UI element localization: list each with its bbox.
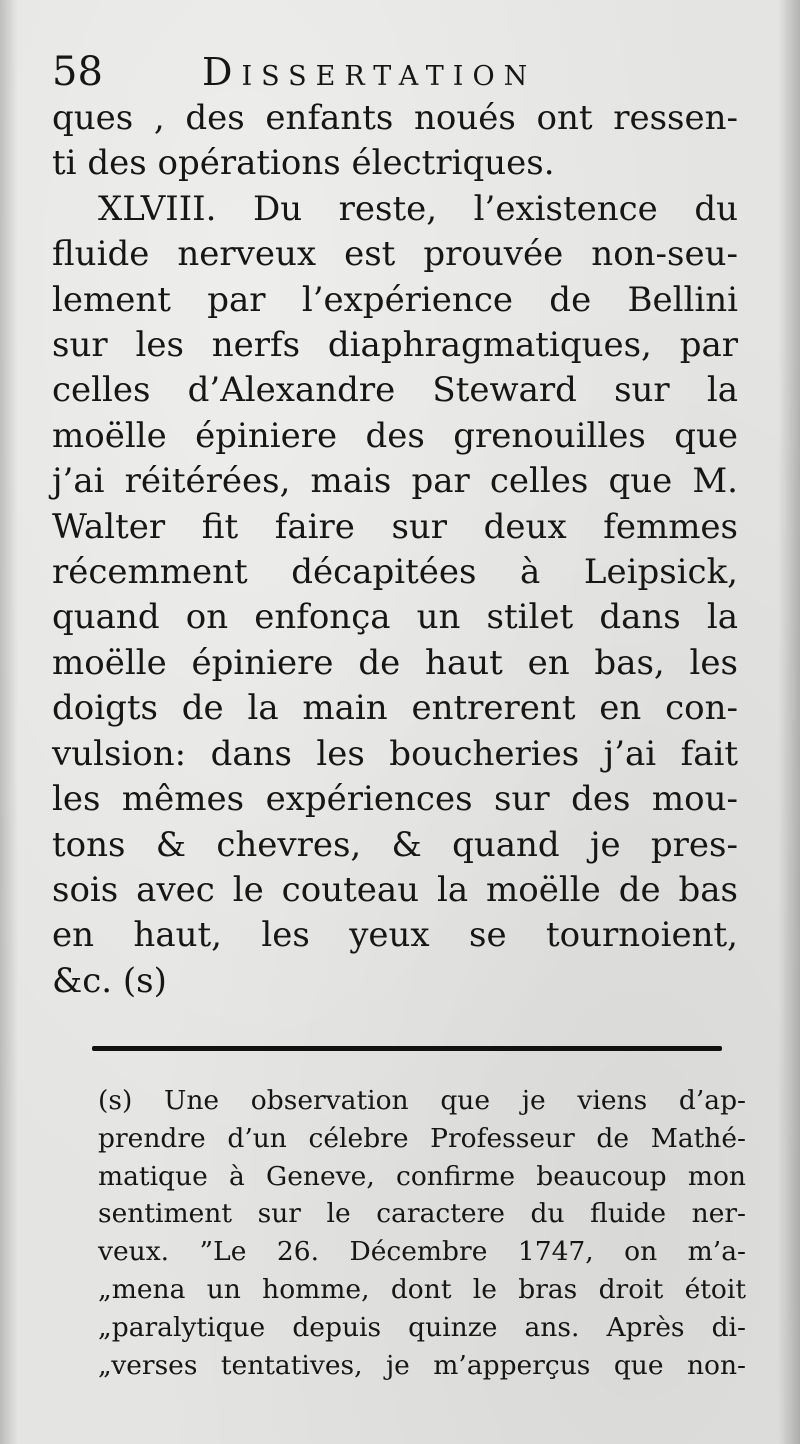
main-text-block: [52, 96, 738, 1004]
text-line: XLVIII. Du reste, l’existence du: [98, 188, 738, 229]
footnote-line: (s) Une observation que je viens d’ap-: [98, 1085, 746, 1116]
text-line: Walter fit faire sur deux femmes: [52, 506, 738, 547]
footnote-reference-line: &c. (s): [52, 960, 167, 1001]
footnote-block: [98, 1082, 746, 1384]
text-line: doigts de la main entrerent en con-: [52, 688, 738, 729]
page-header: [52, 44, 742, 100]
text-line: vulsion: dans les boucheries j’ai fait: [52, 733, 738, 774]
text-line: sur les nerfs diaphragmatiques, par: [52, 325, 738, 366]
text-line: moëlle épiniere de haut en bas, les: [52, 642, 738, 683]
running-title: Dissertation: [202, 50, 537, 94]
footnote-line: „mena un homme, dont le bras droit étoit: [98, 1273, 746, 1305]
text-line: ti des opérations électriques.: [52, 143, 555, 184]
text-line: celles d’Alexandre Steward sur la: [52, 370, 738, 411]
footnote-line: sentiment sur le caractere du fluide ner-: [98, 1198, 746, 1230]
text-line: en haut, les yeux se tournoient,: [52, 915, 738, 956]
footnote-divider-rule: [92, 1046, 722, 1051]
footnote-line: prendre d’un célebre Professeur de Mathé-: [98, 1122, 746, 1154]
text-line: tons & chevres, & quand je pres-: [52, 824, 738, 865]
text-line: ques , des enfants noués ont ressen-: [52, 98, 738, 138]
text-line: quand on enfonça un stilet dans la: [52, 597, 738, 638]
footnote-line: matique à Geneve, confirme beaucoup mon: [98, 1160, 746, 1192]
text-line: sois avec le couteau la moëlle de bas: [52, 869, 738, 910]
footnote-line: veux. ”Le 26. Décembre 1747, on m’a-: [98, 1236, 746, 1268]
page-number: 58: [52, 49, 103, 95]
text-line: lement par l’expérience de Bellini: [52, 279, 738, 320]
footnote-line: „paralytique depuis quinze ans. Après di-: [98, 1311, 746, 1343]
footnote-line: „verses tentatives, je m’apperçus que non-: [98, 1349, 746, 1381]
text-line: les mêmes expériences sur des mou-: [52, 779, 738, 820]
text-line: récemment décapitées à Leipsick,: [52, 552, 738, 593]
text-line: moëlle épiniere des grenouilles que: [52, 415, 738, 456]
text-line: fluide nerveux est prouvée non-seu-: [52, 234, 738, 275]
text-line: j’ai réitérées, mais par celles que M.: [52, 461, 738, 502]
